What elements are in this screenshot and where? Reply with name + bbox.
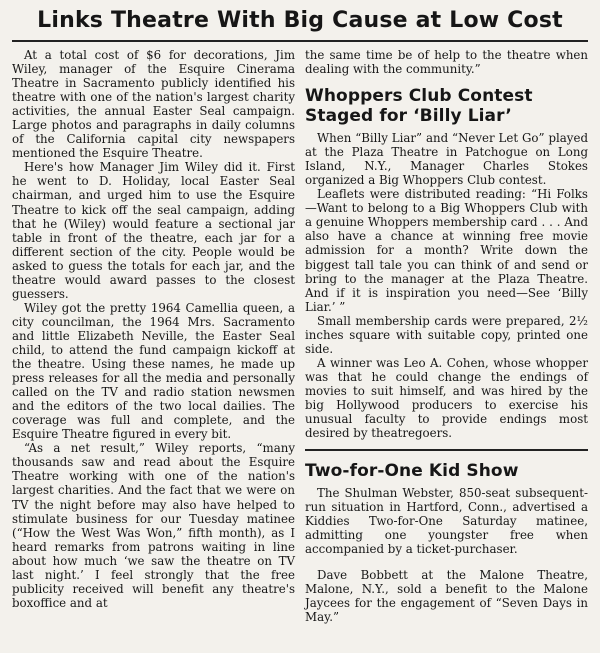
- article-columns: [12, 48, 588, 624]
- article-1-paragraph: “As a net result,” Wiley reports, “many thousands saw and read about the Esquire Theatre working with one of the nation's largest charities. And the fact that we were on TV the night before may also have helped to stimulate business for our Tuesday matinee (“How the West Was Won,” fifth month), as I heard remarks from patrons waiting in line about how much ‘we saw the theatre on TV last night.’ I feel strongly that the free publicity received will benefit any theatre's boxoffice and at: [12, 441, 295, 610]
- article-1-paragraph: At a total cost of $6 for decorations, Jim Wiley, manager of the Esquire Cinerama Theatre in Sacramento publicly identified his theatre with one of the nation's largest charity activities, the annual Easter Seal campaign. Large photos and paragraphs in daily columns of the California capital city newspapers mentioned the Esquire Theatre.: [12, 48, 295, 161]
- right-column: [305, 48, 588, 624]
- article-1-paragraph: Wiley got the pretty 1964 Camellia queen, a city councilman, the 1964 Mrs. Sacramento and little Elizabeth Neville, the Easter Seal child, to attend the fund campaign kickoff at the theatre. Using these names, he made up press releases for all the media and personally called on the TV and radio station newsmen and the editors of the two local dailies. The coverage was full and complete, and the Esquire Theatre figured in every bit.: [12, 300, 295, 442]
- article-3-paragraph: The Shulman Webster, 850-seat subsequent-run situation in Hartford, Conn., advertised a Kiddies Two-for-One Saturday matinee, admitting one youngster free when accompanied by a ticket-purchaser.: [305, 485, 588, 556]
- left-column: [12, 48, 295, 624]
- article-1-continuation: the same time be of help to the theatre when dealing with the community.”: [305, 48, 588, 77]
- article-3-title: Two-for-One Kid Show: [305, 460, 519, 481]
- article-2-paragraph: A winner was Leo A. Cohen, whose whopper was that he could change the endings of movies to suit himself, and was hired by the big Hollywood producers to exercise his unusual faculty to provide endings most desired by theatregoers.: [305, 355, 588, 441]
- article-1-paragraph: Here's how Manager Jim Wiley did it. First he went to D. Holiday, local Easter Seal chairman, and urged him to use the Esquire Theatre to kick off the seal campaign, adding that he (Wiley) would feature a sectional jar table in front of the theatre, each jar for a different section of the city. People would be asked to guess the totals for each jar, and the theatre would award passes to the closest guessers.: [12, 160, 295, 301]
- article-2-title: Whoppers Club Contest Staged for ‘Billy Liar’: [305, 86, 533, 127]
- article-2-paragraph: When “Billy Liar” and “Never Let Go” played at the Plaza Theatre in Patchogue on Long Island, N.Y., Manager Charles Stokes organized a Big Whoppers Club contest.: [305, 131, 588, 188]
- section-divider: [305, 449, 588, 451]
- article-4-paragraph: Dave Bobbett at the Malone Theatre, Malone, N.Y., sold a benefit to the Malone Jaycees for the engagement of “Seven Days in May.”: [305, 567, 588, 624]
- article-2-paragraph: Leaflets were distributed reading: “Hi Folks—Want to belong to a Big Whoppers Club with a genuine Whoppers membership card . . . And also have a chance at winning free movie admission for a month? Write down the biggest tall tale you can think of and send or bring to the manager at the Plaza Theatre. And if it is inspiration you need—See ‘Billy Liar.’ ”: [305, 187, 588, 314]
- headline: Links Theatre With Big Cause at Low Cost: [37, 8, 563, 33]
- article-2-paragraph: Small membership cards were prepared, 2½ inches square with suitable copy, printed one side.: [305, 313, 588, 356]
- headline-rule: [12, 40, 588, 42]
- paragraph-gap: [305, 556, 588, 568]
